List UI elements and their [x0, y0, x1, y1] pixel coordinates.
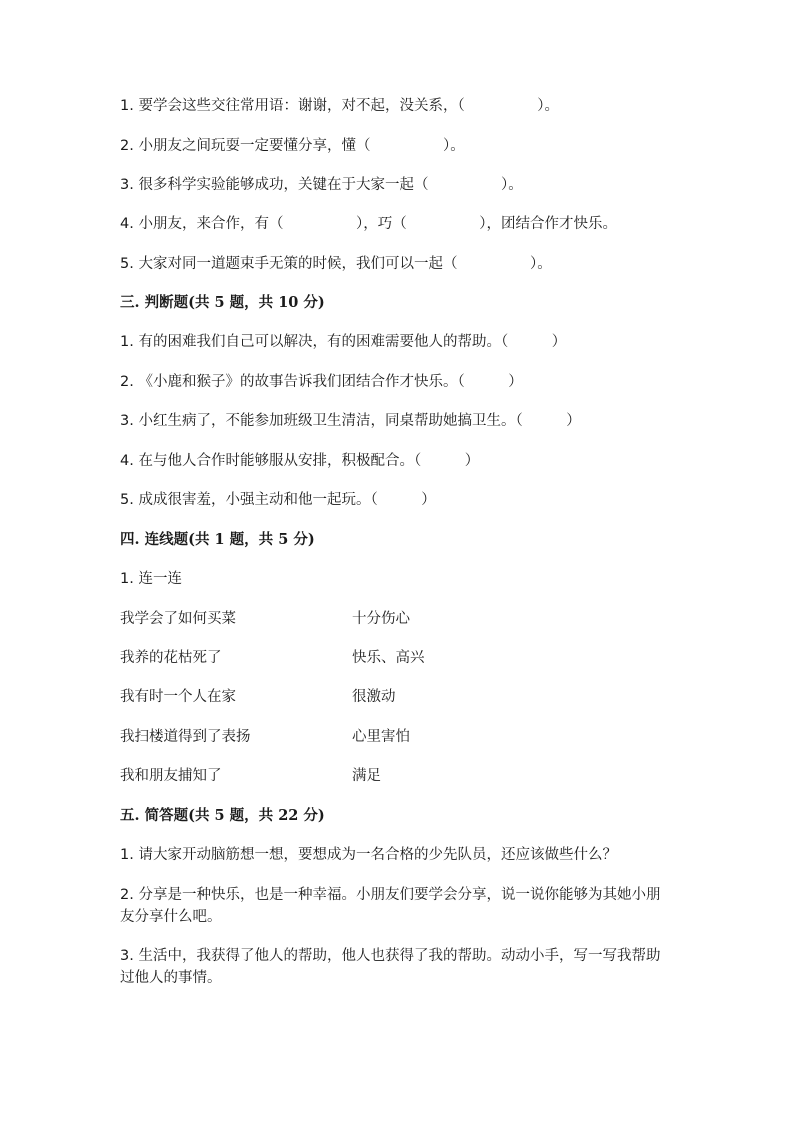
match-prompt: 1. 连一连	[120, 571, 182, 587]
section-heading-judge: 三. 判断题(共 5 题，共 10 分)	[120, 294, 325, 311]
match-right-5: 满足	[352, 768, 381, 784]
fill-in-item-1: 1. 要学会这些交往常用语：谢谢，对不起，没关系，（ ）。	[120, 98, 559, 114]
match-right-4: 心里害怕	[352, 729, 410, 745]
match-right-3: 很激动	[352, 689, 396, 705]
match-left-3: 我有时一个人在家	[120, 689, 236, 705]
match-right-2: 快乐、高兴	[352, 650, 425, 666]
section-heading-match: 四. 连线题(共 1 题，共 5 分)	[120, 531, 315, 548]
judge-item-3: 3. 小红生病了，不能参加班级卫生清洁，同桌帮助她搞卫生。（ ）	[120, 413, 581, 429]
match-left-1: 我学会了如何买菜	[120, 611, 236, 627]
fill-in-item-3: 3. 很多科学实验能够成功，关键在于大家一起（ ）。	[120, 177, 523, 193]
fill-in-item-4: 4. 小朋友，来合作，有（ ），巧（ ），团结合作才快乐。	[120, 216, 617, 232]
match-left-4: 我扫楼道得到了表扬	[120, 729, 251, 745]
judge-item-2: 2. 《小鹿和猴子》的故事告诉我们团结合作才快乐。（ ）	[120, 374, 523, 390]
match-right-1: 十分伤心	[352, 611, 410, 627]
judge-item-5: 5. 成成很害羞，小强主动和他一起玩。（ ）	[120, 492, 436, 508]
short-item-1: 1. 请大家开动脑筋想一想，要想成为一名合格的少先队员，还应该做些什么？	[120, 847, 617, 863]
fill-in-item-2: 2. 小朋友之间玩耍一定要懂分享，懂（ ）。	[120, 138, 465, 154]
fill-in-item-5: 5. 大家对同一道题束手无策的时候，我们可以一起（ ）。	[120, 256, 552, 272]
match-left-5: 我和朋友捕知了	[120, 768, 222, 784]
judge-item-1: 1. 有的困难我们自己可以解决，有的困难需要他人的帮助。（ ）	[120, 334, 567, 350]
short-item-2: 2. 分享是一种快乐，也是一种幸福。小朋友们要学会分享，说一说你能够为其她小朋友分享什么吧。	[120, 887, 661, 925]
short-item-3: 3. 生活中，我获得了他人的帮助，他人也获得了我的帮助。动动小手，写一写我帮助过他人的事情。	[120, 948, 661, 986]
match-left-2: 我养的花枯死了	[120, 650, 222, 666]
section-heading-short: 五. 简答题(共 5 题，共 22 分)	[120, 807, 325, 824]
judge-item-4: 4. 在与他人合作时能够服从安排，积极配合。（ ）	[120, 453, 480, 469]
